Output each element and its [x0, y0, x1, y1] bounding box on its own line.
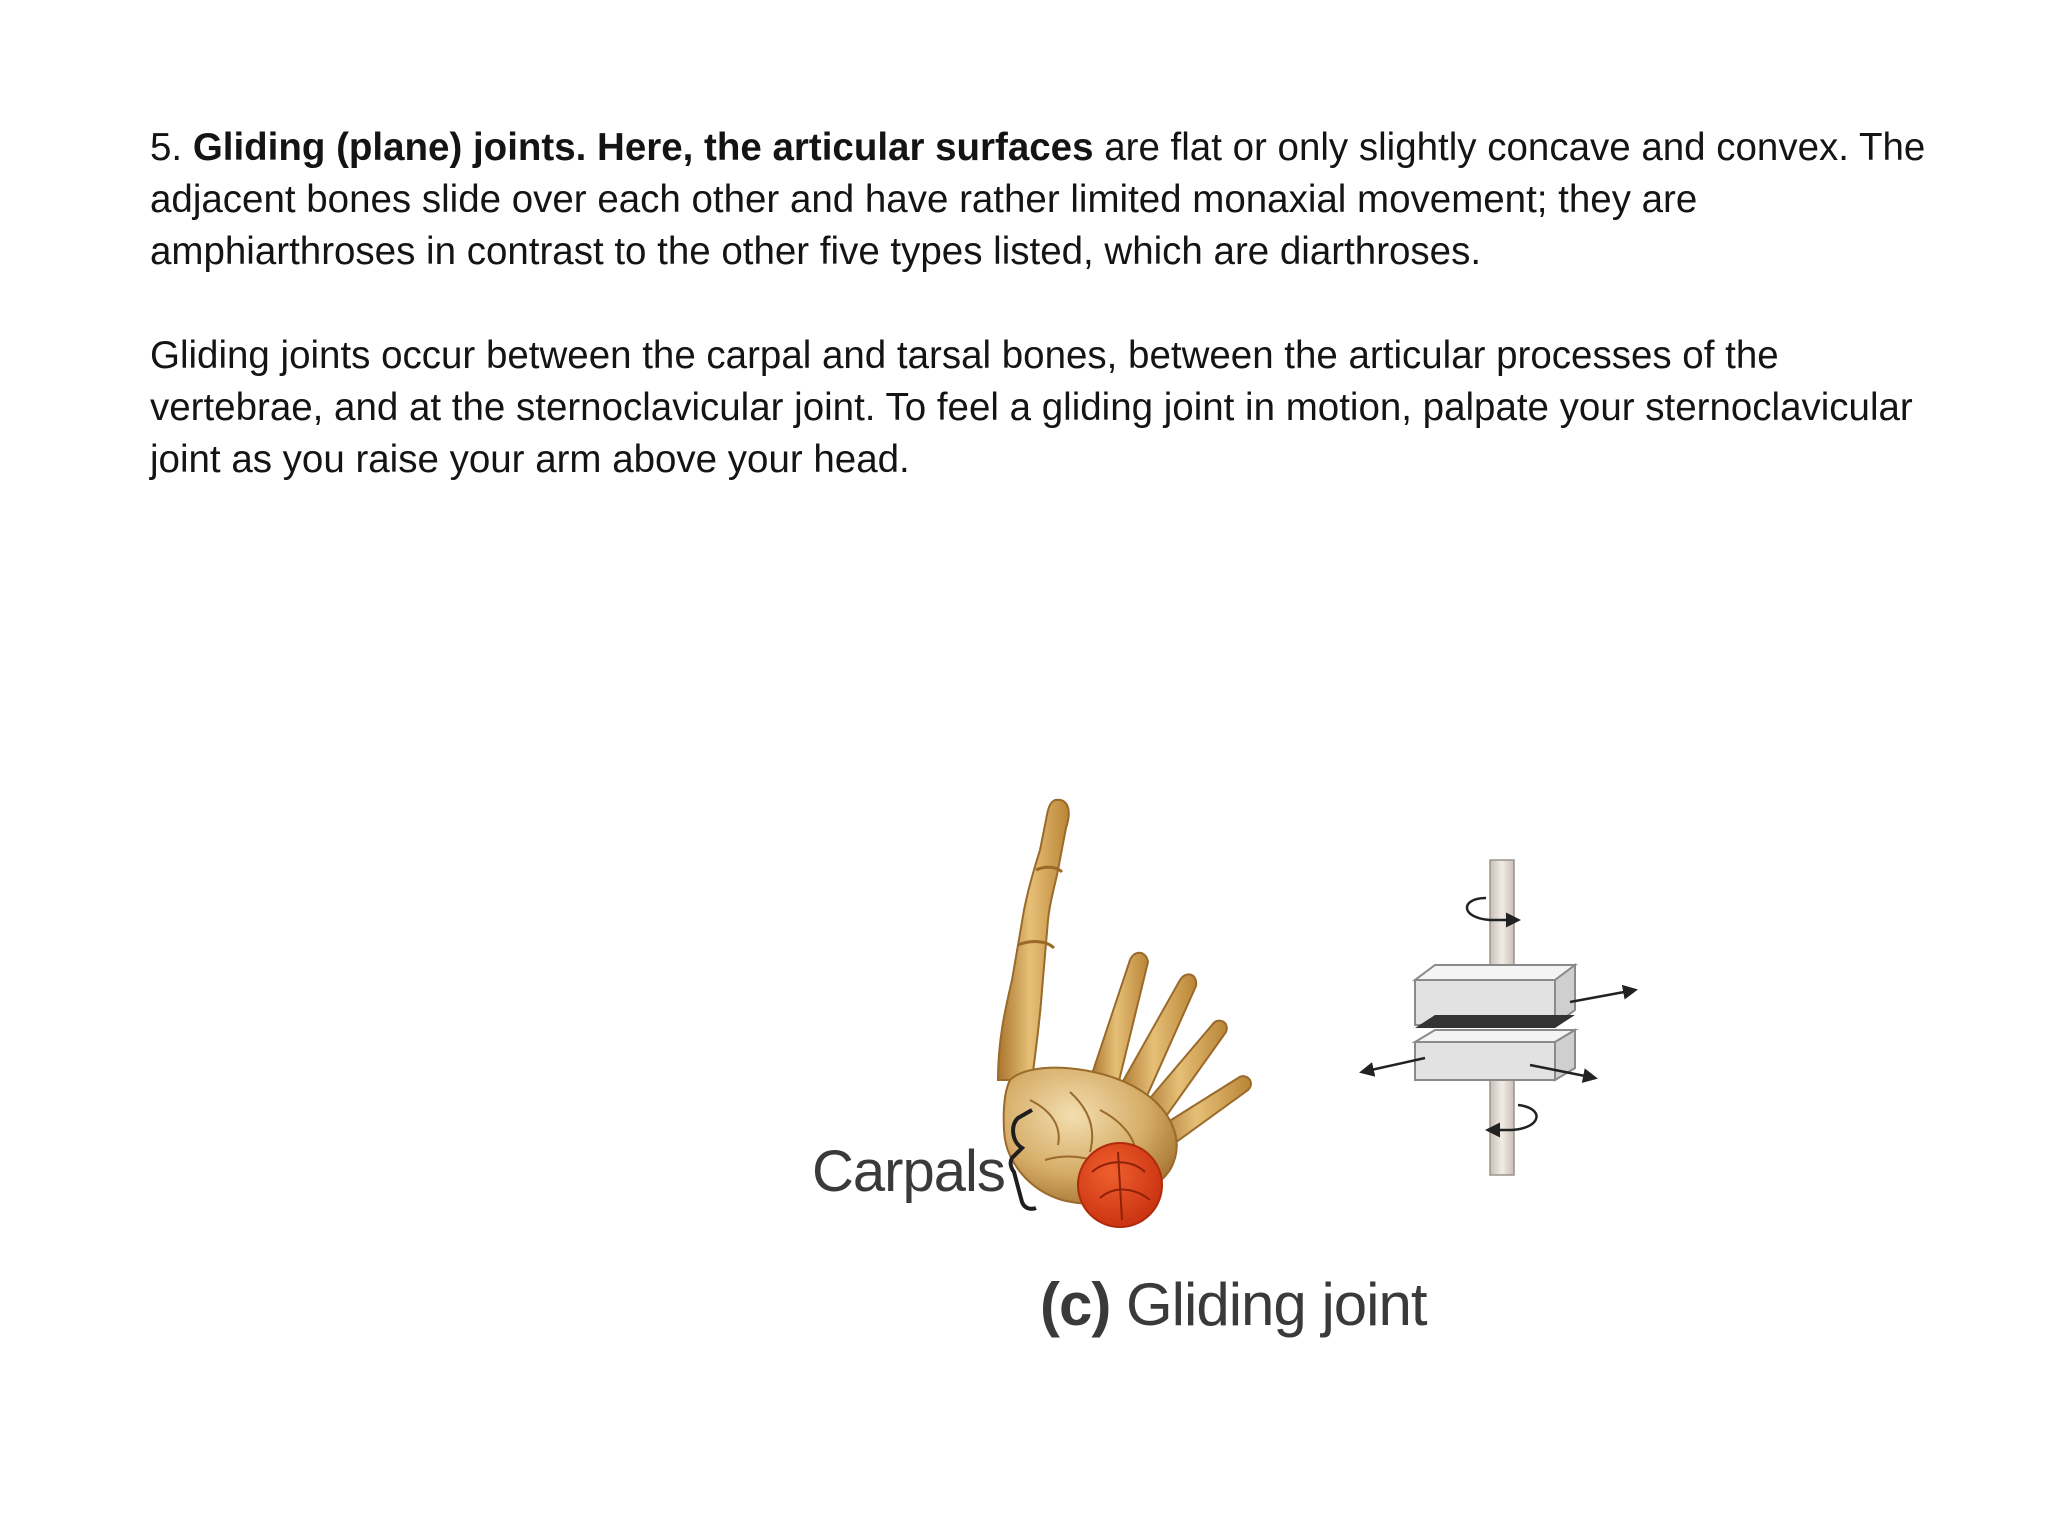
caption-text: Gliding joint — [1126, 1271, 1427, 1338]
bold-heading: Gliding (plane) joints. Here, the articular surfaces — [192, 126, 1094, 169]
gliding-joint-model — [1362, 860, 1635, 1175]
hand-skeleton-drawing — [998, 800, 1251, 1227]
figure-caption — [1040, 1270, 1427, 1339]
caption-letter: (c) — [1040, 1271, 1111, 1338]
paragraph-gliding-definition — [150, 122, 1940, 278]
gliding-joint-figure — [800, 780, 1700, 1360]
paragraph-gliding-locations: Gliding joints occur between the carpal and tarsal bones, between the articular processes of the vertebrae, and at the sternoclavicular joint. To feel a gliding joint in motion, palpate your sternoclavicular joint as you raise your arm above your head. — [150, 334, 1913, 481]
item-number: 5. — [150, 126, 183, 169]
body-text — [150, 122, 1940, 486]
definition-text: are flat or only slightly concave and convex. The adjacent bones slide over each other and have rather limited monaxial movement; they are amphiarthroses in contrast to the other five types listed, which are diarthroses. — [150, 126, 1926, 273]
carpals-label: Carpals — [812, 1139, 1005, 1204]
